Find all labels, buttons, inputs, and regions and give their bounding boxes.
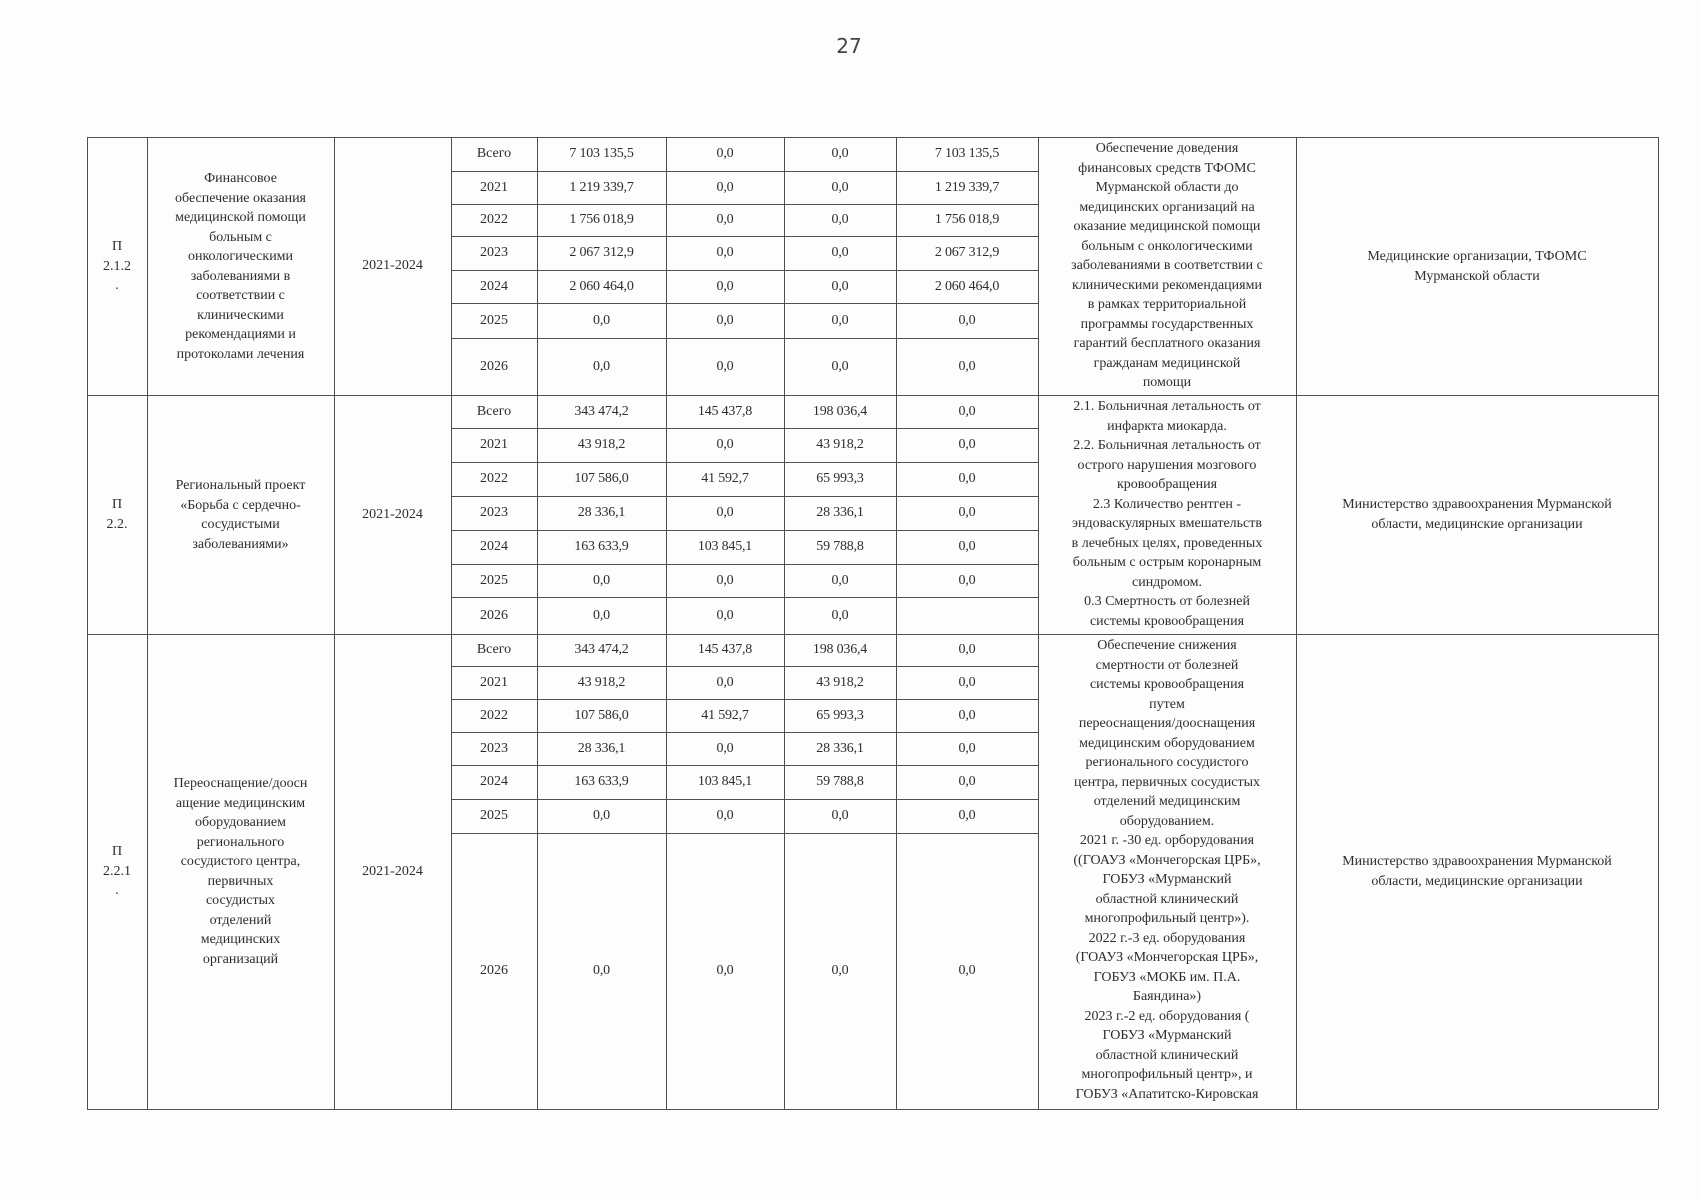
amount-cell: 0,0 xyxy=(958,539,976,554)
year-label: 2025 xyxy=(480,573,508,588)
item-name: Финансовое обеспечение оказания медицинской помощи больным с онкологическими заболеваниями в соответствии с клиническими рекомендациями и протоколами лечения xyxy=(175,171,306,362)
table-rule xyxy=(1658,137,1659,1109)
table-rule xyxy=(87,634,1658,635)
table-rule xyxy=(87,1109,1658,1110)
item-executor: Медицинские организации, ТФОМС Мурманской области xyxy=(1367,249,1587,284)
amount-cell: 0,0 xyxy=(831,245,849,260)
amount-cell: 65 993,3 xyxy=(816,471,864,486)
year-label: 2022 xyxy=(480,212,508,227)
table-rule xyxy=(451,732,1038,733)
amount-cell: 0,0 xyxy=(958,963,976,978)
amount-cell: 107 586,0 xyxy=(574,708,629,723)
year-label: 2026 xyxy=(480,963,508,978)
amount-cell: 1 756 018,9 xyxy=(569,212,634,227)
item-result-indicators: Обеспечение доведения финансовых средств ТФОМС Мурманской области до медицинских организаций на оказание медицинской помощи больным с онкологическими заболеваниями в соответствии с клиническими рекомендациями в рамках территориальной программы государственных гарантий бесплатного оказания гражданам медицинской помощи xyxy=(1071,141,1263,390)
year-label: 2022 xyxy=(480,708,508,723)
amount-cell: 145 437,8 xyxy=(697,404,753,419)
amount-cell: 0,0 xyxy=(831,313,849,328)
year-label: 2025 xyxy=(480,808,508,823)
amount-cell: 0,0 xyxy=(831,573,849,588)
year-label: 2023 xyxy=(480,505,508,520)
year-label: Всего xyxy=(476,642,512,657)
table-rule xyxy=(87,137,1658,138)
amount-cell: 28 336,1 xyxy=(816,505,864,520)
year-label: 2021 xyxy=(480,180,508,195)
amount-cell: 0,0 xyxy=(958,708,976,723)
amount-cell: 0,0 xyxy=(958,505,976,520)
amount-cell: 0,0 xyxy=(716,505,734,520)
amount-cell: 0,0 xyxy=(831,180,849,195)
amount-cell: 2 067 312,9 xyxy=(569,245,634,260)
amount-cell: 2 060 464,0 xyxy=(934,279,1000,294)
page-number: 27 xyxy=(836,34,862,58)
amount-cell: 0,0 xyxy=(593,808,610,823)
item-result-indicators: Обеспечение снижения смертности от болезней системы кровообращения путем переоснащения/дооснащения медицинским оборудованием регионального сосудистого центра, первичных сосудистых отделений медицинским оборудованием. 2021 г. -30 ед. орборудования ((ГОАУЗ «Мончегорская ЦРБ», ГОБУЗ «Мурманский областной клинический многопрофильный центр»). 2022 г.-3 ед. оборудования (ГОАУЗ «Мончегорская ЦРБ», ГОБУЗ «МОКБ им. П.А. Баяндина») 2023 г.-2 ед. оборудования ( ГОБУЗ «Мурманский областной клинический многопрофильный центр», и ГОБУЗ «Апатитско-Кировская xyxy=(1073,638,1261,1102)
amount-cell: 0,0 xyxy=(593,359,610,374)
amount-cell: 1 219 339,7 xyxy=(569,180,634,195)
amount-cell: 0,0 xyxy=(831,963,849,978)
table-rule xyxy=(451,699,1038,700)
item-code: П 2.1.2 . xyxy=(103,239,131,293)
table-rule xyxy=(451,799,1038,800)
amount-cell: 0,0 xyxy=(958,675,976,690)
amount-cell: 0,0 xyxy=(716,313,734,328)
amount-cell: 0,0 xyxy=(831,279,849,294)
table-rule xyxy=(451,597,1038,598)
table-rule xyxy=(1038,137,1039,1109)
table-rule xyxy=(451,338,1038,339)
amount-cell: 343 474,2 xyxy=(574,404,629,419)
amount-cell: 0,0 xyxy=(593,963,610,978)
table-rule xyxy=(451,496,1038,497)
amount-cell: 0,0 xyxy=(593,313,610,328)
item-period: 2021-2024 xyxy=(362,864,423,879)
amount-cell: 343 474,2 xyxy=(574,642,629,657)
item-name: Региональный проект «Борьба с сердечно- сосудистыми заболеваниями» xyxy=(175,478,306,552)
amount-cell: 0,0 xyxy=(831,808,849,823)
amount-cell: 28 336,1 xyxy=(577,505,626,520)
amount-cell: 0,0 xyxy=(716,146,734,161)
amount-cell: 0,0 xyxy=(958,774,976,789)
amount-cell: 0,0 xyxy=(958,808,976,823)
item-executor: Министерство здравоохранения Мурманской области, медицинские организации xyxy=(1342,497,1612,532)
amount-cell: 0,0 xyxy=(716,675,734,690)
year-label: Всего xyxy=(476,404,512,419)
amount-cell: 0,0 xyxy=(716,279,734,294)
item-period: 2021-2024 xyxy=(362,258,423,273)
amount-cell: 145 437,8 xyxy=(697,642,753,657)
table-rule xyxy=(451,833,1038,834)
table-rule xyxy=(451,765,1038,766)
amount-cell: 7 103 135,5 xyxy=(934,146,1000,161)
table-rule xyxy=(451,270,1038,271)
amount-cell: 107 586,0 xyxy=(574,471,629,486)
year-label: 2026 xyxy=(480,359,508,374)
amount-cell: 0,0 xyxy=(593,573,610,588)
amount-cell: 43 918,2 xyxy=(816,675,864,690)
item-period: 2021-2024 xyxy=(362,507,423,522)
amount-cell: 163 633,9 xyxy=(574,774,629,789)
table-rule xyxy=(451,428,1038,429)
table-rule xyxy=(451,462,1038,463)
amount-cell: 198 036,4 xyxy=(812,642,868,657)
amount-cell: 0,0 xyxy=(958,741,976,756)
amount-cell: 28 336,1 xyxy=(577,741,626,756)
amount-cell: 2 067 312,9 xyxy=(934,245,1000,260)
amount-cell: 0,0 xyxy=(716,573,734,588)
item-code: П 2.2. xyxy=(106,497,128,532)
amount-cell: 0,0 xyxy=(831,146,849,161)
amount-cell: 0,0 xyxy=(958,573,976,588)
amount-cell: 0,0 xyxy=(958,313,976,328)
amount-cell: 198 036,4 xyxy=(812,404,868,419)
amount-cell: 0,0 xyxy=(716,180,734,195)
item-code: П 2.2.1 . xyxy=(103,844,131,898)
amount-cell: 59 788,8 xyxy=(816,774,864,789)
table-rule xyxy=(451,564,1038,565)
table-rule xyxy=(451,530,1038,531)
table-rule xyxy=(451,303,1038,304)
table-rule xyxy=(451,171,1038,172)
year-label: Всего xyxy=(476,146,512,161)
amount-cell: 65 993,3 xyxy=(816,708,864,723)
year-label: 2023 xyxy=(480,245,508,260)
amount-cell: 163 633,9 xyxy=(574,539,629,554)
item-name: Переоснащение/дооcн ащение медицинским оборудованием регионального сосудистого центра, первичных сосудистых отделений медицинских организаций xyxy=(173,776,308,967)
amount-cell: 0,0 xyxy=(716,212,734,227)
year-label: 2022 xyxy=(480,471,508,486)
amount-cell: 0,0 xyxy=(831,359,849,374)
amount-cell: 0,0 xyxy=(958,437,976,452)
amount-cell: 0,0 xyxy=(958,471,976,486)
item-result-indicators: 2.1. Больничная летальность от инфаркта миокарда. 2.2. Больничная летальность от острого нарушения мозгового кровообращения 2.3 Количество рентген - эндоваскулярных вмешательств в лечебных целях, проведенных больным с острым коронарным синдромом. 0.3 Смертность от болезней системы кровообращения xyxy=(1071,399,1263,629)
amount-cell: 41 592,7 xyxy=(701,471,749,486)
amount-cell: 1 219 339,7 xyxy=(934,180,1000,195)
amount-cell: 43 918,2 xyxy=(577,437,626,452)
amount-cell: 0,0 xyxy=(958,642,976,657)
year-label: 2024 xyxy=(480,774,508,789)
amount-cell: 1 756 018,9 xyxy=(934,212,1000,227)
year-label: 2021 xyxy=(480,675,508,690)
year-label: 2026 xyxy=(480,608,508,623)
amount-cell: 0,0 xyxy=(831,608,849,623)
amount-cell: 43 918,2 xyxy=(816,437,864,452)
amount-cell: 7 103 135,5 xyxy=(569,146,634,161)
table-rule xyxy=(334,137,335,1109)
amount-cell: 0,0 xyxy=(958,359,976,374)
amount-cell: 0,0 xyxy=(716,608,734,623)
year-label: 2025 xyxy=(480,313,508,328)
year-label: 2024 xyxy=(480,279,508,294)
amount-cell: 0,0 xyxy=(716,741,734,756)
amount-cell: 0,0 xyxy=(716,808,734,823)
amount-cell: 0,0 xyxy=(716,963,734,978)
amount-cell: 0,0 xyxy=(716,245,734,260)
amount-cell: 43 918,2 xyxy=(577,675,626,690)
amount-cell: 59 788,8 xyxy=(816,539,864,554)
amount-cell: 0,0 xyxy=(831,212,849,227)
table-rule xyxy=(451,236,1038,237)
amount-cell: 28 336,1 xyxy=(816,741,864,756)
table-rule xyxy=(1296,137,1297,1109)
table-rule xyxy=(451,204,1038,205)
amount-cell: 0,0 xyxy=(958,404,976,419)
table-rule xyxy=(87,395,1658,396)
amount-cell: 0,0 xyxy=(716,359,734,374)
amount-cell: 41 592,7 xyxy=(701,708,749,723)
year-label: 2023 xyxy=(480,741,508,756)
amount-cell: 0,0 xyxy=(716,437,734,452)
year-label: 2021 xyxy=(480,437,508,452)
amount-cell: 103 845,1 xyxy=(697,539,753,554)
year-label: 2024 xyxy=(480,539,508,554)
amount-cell: 103 845,1 xyxy=(697,774,753,789)
amount-cell: 0,0 xyxy=(593,608,610,623)
item-executor: Министерство здравоохранения Мурманской области, медицинские организации xyxy=(1342,854,1612,889)
amount-cell: 2 060 464,0 xyxy=(569,279,634,294)
table-rule xyxy=(451,666,1038,667)
